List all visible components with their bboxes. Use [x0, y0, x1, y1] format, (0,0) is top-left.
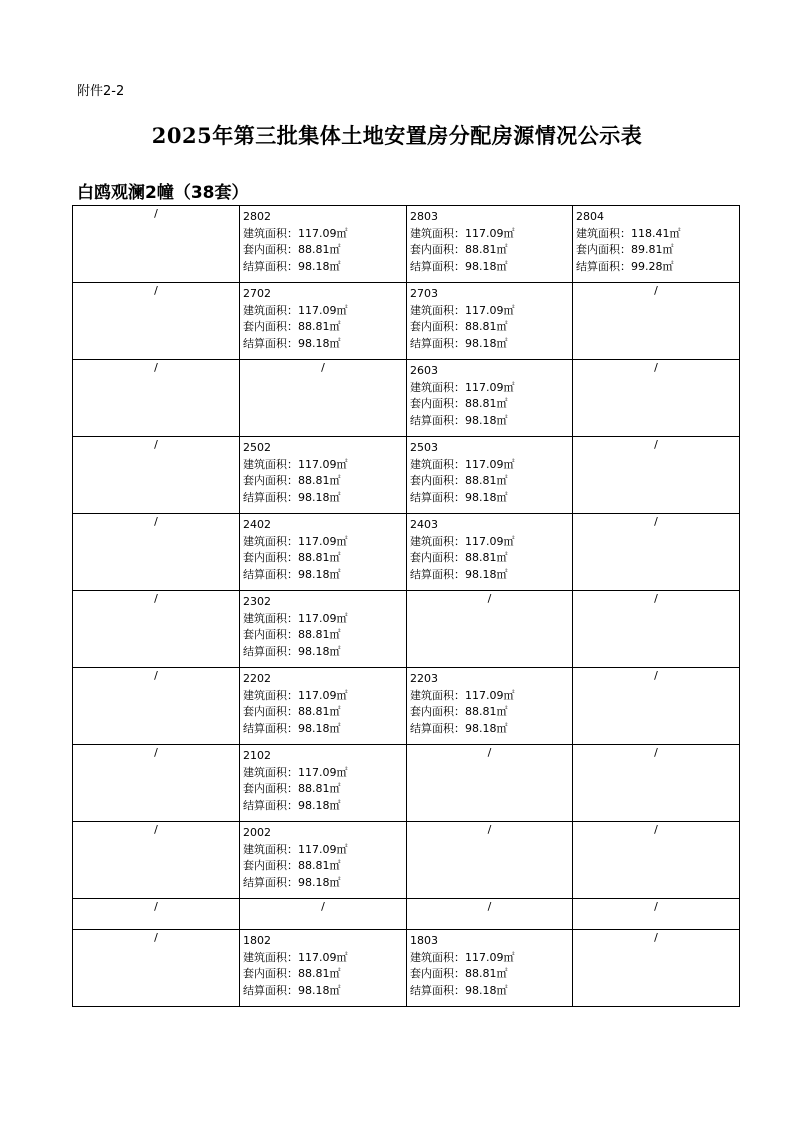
unit-cell — [407, 206, 573, 283]
settlement-area-line — [243, 798, 406, 815]
inner-area-line — [410, 966, 572, 983]
empty-cell: / — [407, 822, 573, 899]
gross-area-value: 117.09㎡ — [298, 611, 348, 625]
unit-info — [240, 437, 406, 506]
unit-info — [240, 668, 406, 737]
gross-area-value: 117.09㎡ — [298, 765, 348, 779]
unit-cell — [240, 591, 407, 668]
table-row — [73, 514, 740, 591]
inner-area-label: 套内面积： — [243, 967, 298, 980]
empty-cell: / — [73, 668, 240, 745]
inner-area-label: 套内面积： — [410, 320, 465, 333]
gross-area-line — [243, 226, 406, 243]
gross-area-label: 建筑面积： — [410, 457, 465, 471]
settlement-area-value: 98.18㎡ — [465, 721, 508, 735]
gross-area-label: 建筑面积： — [243, 457, 298, 471]
inner-area-label: 套内面积： — [410, 397, 465, 410]
gross-area-value: 117.09㎡ — [465, 688, 515, 702]
empty-cell: / — [73, 437, 240, 514]
settlement-area-line — [576, 259, 739, 276]
gross-area-label: 建筑面积： — [410, 534, 465, 548]
unit-number: 2203 — [410, 672, 438, 685]
unit-info — [240, 514, 406, 583]
inner-area-line — [410, 550, 572, 567]
unit-number: 2402 — [243, 518, 271, 531]
empty-cell: / — [73, 283, 240, 360]
empty-cell: / — [407, 745, 573, 822]
unit-info — [240, 745, 406, 814]
empty-cell: / — [73, 745, 240, 822]
inner-area-value: 88.81㎡ — [298, 859, 341, 872]
table-row — [73, 930, 740, 1007]
inner-area-label: 套内面积： — [243, 859, 298, 872]
unit-cell — [407, 283, 573, 360]
unit-info — [240, 591, 406, 660]
inner-area-value: 88.81㎡ — [298, 967, 341, 980]
gross-area-line — [243, 457, 406, 474]
gross-area-line — [243, 303, 406, 320]
unit-info — [240, 930, 406, 999]
settlement-area-label: 结算面积： — [243, 259, 298, 273]
settlement-area-value: 98.18㎡ — [465, 336, 508, 350]
empty-cell: / — [73, 899, 240, 930]
unit-number: 2702 — [243, 287, 271, 300]
inner-area-label: 套内面积： — [243, 628, 298, 641]
unit-cell — [407, 360, 573, 437]
settlement-area-label: 结算面积： — [410, 259, 465, 273]
gross-area-line — [576, 226, 739, 243]
unit-info — [407, 206, 572, 275]
gross-area-line — [410, 380, 572, 397]
gross-area-label: 建筑面积： — [243, 303, 298, 317]
unit-number: 2102 — [243, 749, 271, 762]
inner-area-value: 88.81㎡ — [465, 551, 508, 564]
unit-number: 2502 — [243, 441, 271, 454]
settlement-area-value: 98.18㎡ — [298, 259, 341, 273]
inner-area-value: 89.81㎡ — [631, 243, 674, 256]
inner-area-label: 套内面积： — [243, 782, 298, 795]
housing-table — [72, 205, 740, 1007]
settlement-area-value: 98.18㎡ — [298, 798, 341, 812]
settlement-area-label: 结算面积： — [243, 567, 298, 581]
settlement-area-line — [410, 721, 572, 738]
gross-area-label: 建筑面积： — [410, 303, 465, 317]
settlement-area-value: 98.18㎡ — [298, 567, 341, 581]
settlement-area-label: 结算面积： — [243, 644, 298, 658]
inner-area-line — [410, 319, 572, 336]
gross-area-line — [410, 534, 572, 551]
settlement-area-line — [410, 259, 572, 276]
inner-area-line — [243, 858, 406, 875]
gross-area-line — [243, 534, 406, 551]
empty-cell: / — [73, 206, 240, 283]
empty-cell: / — [573, 591, 740, 668]
inner-area-value: 88.81㎡ — [298, 782, 341, 795]
inner-area-label: 套内面积： — [243, 551, 298, 564]
settlement-area-value: 98.18㎡ — [298, 644, 341, 658]
gross-area-line — [243, 688, 406, 705]
settlement-area-line — [410, 490, 572, 507]
gross-area-line — [243, 950, 406, 967]
settlement-area-line — [243, 567, 406, 584]
inner-area-line — [243, 781, 406, 798]
settlement-area-label: 结算面积： — [243, 983, 298, 997]
unit-cell — [240, 206, 407, 283]
settlement-area-value: 98.18㎡ — [298, 875, 341, 889]
inner-area-value: 88.81㎡ — [298, 474, 341, 487]
inner-area-line — [243, 704, 406, 721]
gross-area-value: 117.09㎡ — [298, 950, 348, 964]
table-row — [73, 360, 740, 437]
settlement-area-line — [243, 721, 406, 738]
inner-area-line — [243, 473, 406, 490]
gross-area-label: 建筑面积： — [410, 226, 465, 240]
gross-area-value: 117.09㎡ — [465, 303, 515, 317]
settlement-area-value: 98.18㎡ — [298, 721, 341, 735]
unit-number: 2002 — [243, 826, 271, 839]
gross-area-label: 建筑面积： — [243, 842, 298, 856]
unit-info — [240, 822, 406, 891]
table-row — [73, 668, 740, 745]
inner-area-line — [243, 627, 406, 644]
table-row — [73, 899, 740, 930]
unit-info — [407, 283, 572, 352]
settlement-area-label: 结算面积： — [410, 490, 465, 504]
inner-area-value: 88.81㎡ — [465, 397, 508, 410]
table-row — [73, 206, 740, 283]
unit-cell — [240, 514, 407, 591]
gross-area-label: 建筑面积： — [243, 226, 298, 240]
settlement-area-value: 98.18㎡ — [465, 567, 508, 581]
unit-number: 2804 — [576, 210, 604, 223]
unit-cell — [240, 283, 407, 360]
inner-area-value: 88.81㎡ — [465, 320, 508, 333]
inner-area-label: 套内面积： — [410, 705, 465, 718]
empty-cell: / — [73, 591, 240, 668]
empty-cell: / — [573, 668, 740, 745]
unit-cell — [407, 514, 573, 591]
settlement-area-label: 结算面积： — [243, 798, 298, 812]
settlement-area-label: 结算面积： — [576, 259, 631, 273]
inner-area-label: 套内面积： — [410, 967, 465, 980]
gross-area-label: 建筑面积： — [243, 688, 298, 702]
settlement-area-value: 98.18㎡ — [465, 413, 508, 427]
settlement-area-label: 结算面积： — [410, 413, 465, 427]
empty-cell: / — [573, 930, 740, 1007]
settlement-area-line — [243, 644, 406, 661]
unit-number: 2703 — [410, 287, 438, 300]
settlement-area-label: 结算面积： — [243, 721, 298, 735]
unit-cell — [407, 437, 573, 514]
gross-area-value: 117.09㎡ — [298, 688, 348, 702]
table-row — [73, 283, 740, 360]
unit-cell — [407, 668, 573, 745]
gross-area-label: 建筑面积： — [576, 226, 631, 240]
inner-area-value: 88.81㎡ — [298, 551, 341, 564]
unit-cell — [240, 668, 407, 745]
empty-cell: / — [573, 360, 740, 437]
settlement-area-label: 结算面积： — [410, 567, 465, 581]
table-row — [73, 822, 740, 899]
unit-number: 1802 — [243, 934, 271, 947]
gross-area-line — [410, 950, 572, 967]
gross-area-line — [410, 457, 572, 474]
inner-area-line — [243, 966, 406, 983]
empty-cell: / — [407, 899, 573, 930]
settlement-area-label: 结算面积： — [243, 875, 298, 889]
unit-info — [407, 360, 572, 429]
inner-area-label: 套内面积： — [243, 243, 298, 256]
gross-area-value: 117.09㎡ — [298, 534, 348, 548]
unit-number: 1803 — [410, 934, 438, 947]
empty-cell: / — [240, 360, 407, 437]
settlement-area-line — [410, 336, 572, 353]
empty-cell: / — [573, 745, 740, 822]
inner-area-line — [410, 473, 572, 490]
gross-area-value: 117.09㎡ — [465, 534, 515, 548]
gross-area-line — [410, 303, 572, 320]
gross-area-value: 117.09㎡ — [298, 842, 348, 856]
unit-cell — [240, 745, 407, 822]
inner-area-label: 套内面积： — [410, 243, 465, 256]
inner-area-label: 套内面积： — [243, 320, 298, 333]
inner-area-label: 套内面积： — [576, 243, 631, 256]
empty-cell: / — [573, 822, 740, 899]
gross-area-line — [410, 226, 572, 243]
inner-area-value: 88.81㎡ — [298, 243, 341, 256]
gross-area-label: 建筑面积： — [243, 611, 298, 625]
gross-area-line — [410, 688, 572, 705]
inner-area-value: 88.81㎡ — [298, 320, 341, 333]
unit-cell — [407, 930, 573, 1007]
settlement-area-line — [243, 875, 406, 892]
gross-area-value: 117.09㎡ — [298, 226, 348, 240]
empty-cell: / — [73, 822, 240, 899]
settlement-area-label: 结算面积： — [410, 721, 465, 735]
table-row — [73, 437, 740, 514]
unit-number: 2202 — [243, 672, 271, 685]
inner-area-line — [410, 396, 572, 413]
building-subtitle: 白鸥观澜2幢（38套） — [77, 183, 249, 203]
settlement-area-value: 98.18㎡ — [298, 983, 341, 997]
inner-area-value: 88.81㎡ — [465, 474, 508, 487]
unit-number: 2803 — [410, 210, 438, 223]
unit-info — [240, 283, 406, 352]
empty-cell: / — [73, 930, 240, 1007]
inner-area-line — [243, 550, 406, 567]
inner-area-line — [410, 704, 572, 721]
gross-area-value: 117.09㎡ — [465, 226, 515, 240]
settlement-area-line — [243, 336, 406, 353]
settlement-area-value: 98.18㎡ — [465, 983, 508, 997]
attachment-label: 附件2-2 — [77, 84, 125, 99]
gross-area-value: 117.09㎡ — [465, 457, 515, 471]
settlement-area-line — [410, 983, 572, 1000]
inner-area-line — [410, 242, 572, 259]
inner-area-line — [576, 242, 739, 259]
unit-info — [573, 206, 739, 275]
inner-area-value: 88.81㎡ — [465, 967, 508, 980]
inner-area-label: 套内面积： — [243, 705, 298, 718]
settlement-area-value: 98.18㎡ — [465, 259, 508, 273]
inner-area-label: 套内面积： — [243, 474, 298, 487]
unit-number: 2802 — [243, 210, 271, 223]
gross-area-label: 建筑面积： — [410, 688, 465, 702]
inner-area-value: 88.81㎡ — [465, 705, 508, 718]
settlement-area-value: 98.18㎡ — [465, 490, 508, 504]
gross-area-label: 建筑面积： — [243, 765, 298, 779]
empty-cell: / — [573, 437, 740, 514]
empty-cell: / — [407, 591, 573, 668]
unit-info — [407, 437, 572, 506]
settlement-area-line — [243, 259, 406, 276]
unit-cell — [240, 437, 407, 514]
gross-area-value: 117.09㎡ — [298, 457, 348, 471]
gross-area-line — [243, 611, 406, 628]
settlement-area-label: 结算面积： — [410, 983, 465, 997]
settlement-area-line — [410, 567, 572, 584]
settlement-area-value: 98.18㎡ — [298, 490, 341, 504]
unit-number: 2503 — [410, 441, 438, 454]
empty-cell: / — [573, 899, 740, 930]
gross-area-label: 建筑面积： — [243, 950, 298, 964]
unit-info — [407, 668, 572, 737]
unit-info — [240, 206, 406, 275]
unit-number: 2302 — [243, 595, 271, 608]
page-title: 2025年第三批集体土地安置房分配房源情况公示表 — [151, 123, 643, 148]
gross-area-label: 建筑面积： — [410, 380, 465, 394]
empty-cell: / — [73, 514, 240, 591]
settlement-area-value: 98.18㎡ — [298, 336, 341, 350]
settlement-area-value: 99.28㎡ — [631, 259, 674, 273]
empty-cell: / — [240, 899, 407, 930]
gross-area-value: 118.41㎡ — [631, 226, 681, 240]
gross-area-value: 117.09㎡ — [298, 303, 348, 317]
inner-area-label: 套内面积： — [410, 474, 465, 487]
empty-cell: / — [573, 283, 740, 360]
unit-cell — [573, 206, 740, 283]
unit-number: 2403 — [410, 518, 438, 531]
unit-info — [407, 514, 572, 583]
unit-info — [407, 930, 572, 999]
unit-cell — [240, 822, 407, 899]
gross-area-value: 117.09㎡ — [465, 380, 515, 394]
empty-cell: / — [73, 360, 240, 437]
inner-area-value: 88.81㎡ — [465, 243, 508, 256]
gross-area-label: 建筑面积： — [243, 534, 298, 548]
inner-area-value: 88.81㎡ — [298, 628, 341, 641]
gross-area-label: 建筑面积： — [410, 950, 465, 964]
settlement-area-line — [243, 490, 406, 507]
table-row — [73, 591, 740, 668]
settlement-area-label: 结算面积： — [243, 490, 298, 504]
inner-area-value: 88.81㎡ — [298, 705, 341, 718]
table-row — [73, 745, 740, 822]
empty-cell: / — [573, 514, 740, 591]
settlement-area-label: 结算面积： — [410, 336, 465, 350]
gross-area-value: 117.09㎡ — [465, 950, 515, 964]
settlement-area-line — [410, 413, 572, 430]
unit-cell — [240, 930, 407, 1007]
settlement-area-label: 结算面积： — [243, 336, 298, 350]
gross-area-line — [243, 765, 406, 782]
unit-number: 2603 — [410, 364, 438, 377]
housing-table-body — [73, 206, 740, 1007]
inner-area-label: 套内面积： — [410, 551, 465, 564]
settlement-area-line — [243, 983, 406, 1000]
inner-area-line — [243, 242, 406, 259]
inner-area-line — [243, 319, 406, 336]
gross-area-line — [243, 842, 406, 859]
